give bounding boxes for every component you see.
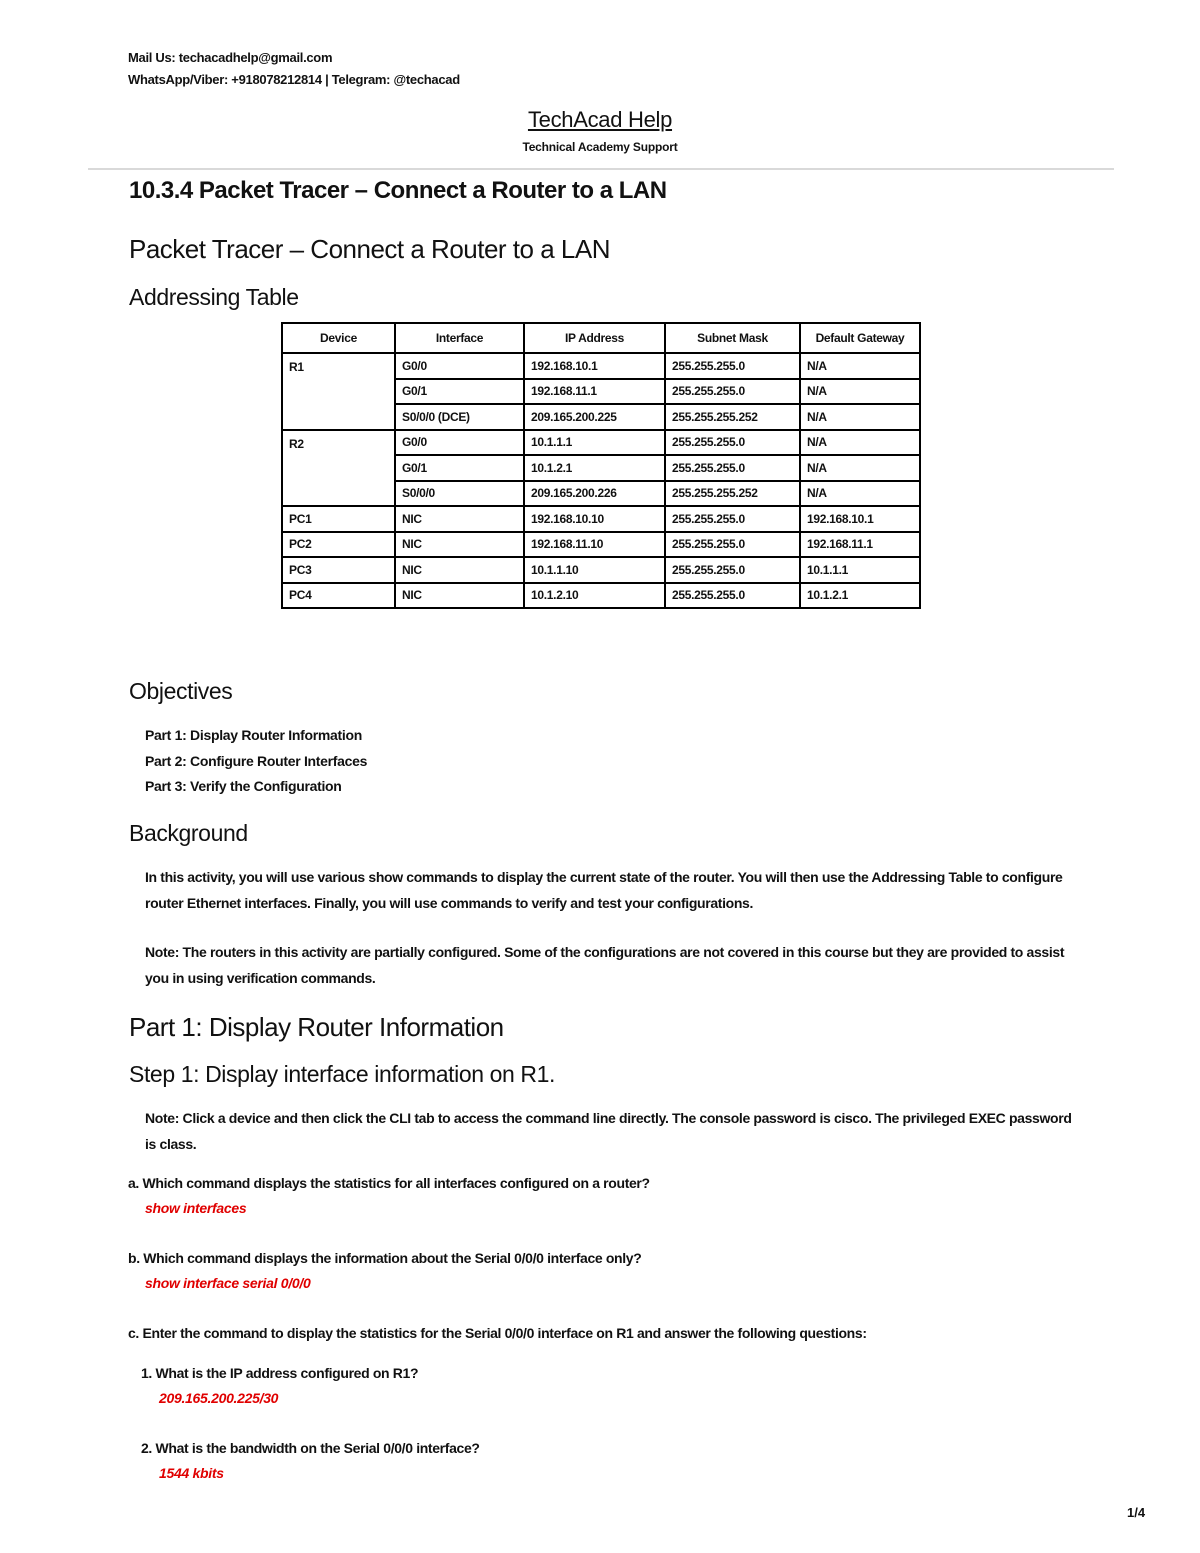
interface-cell: G0/0: [395, 430, 524, 456]
interface-cell: NIC: [395, 583, 524, 609]
answer-c2: 1544 kbits: [159, 1465, 224, 1481]
mask-cell: 255.255.255.252: [665, 481, 800, 507]
interface-cell: NIC: [395, 557, 524, 583]
answer-a: show interfaces: [145, 1200, 247, 1216]
background-heading: Background: [129, 820, 248, 846]
brand-header: [0, 106, 1200, 154]
answer-b: show interface serial 0/0/0: [145, 1275, 311, 1291]
gateway-cell: N/A: [800, 379, 920, 405]
ip-cell: 10.1.2.10: [524, 583, 665, 609]
interface-cell: NIC: [395, 506, 524, 532]
question-a: a. Which command displays the statistics for all interfaces configured on a router?: [128, 1175, 650, 1191]
ip-cell: 209.165.200.226: [524, 481, 665, 507]
objectives-list: [145, 723, 367, 800]
gateway-cell: N/A: [800, 455, 920, 481]
device-cell: R1: [282, 353, 395, 430]
ip-cell: 10.1.2.1: [524, 455, 665, 481]
ip-cell: 192.168.11.1: [524, 379, 665, 405]
ip-cell: 192.168.11.10: [524, 532, 665, 558]
gateway-cell: 10.1.1.1: [800, 557, 920, 583]
mask-cell: 255.255.255.0: [665, 455, 800, 481]
contact-social-line: WhatsApp/Viber: +918078212814 | Telegram: @techacad: [128, 72, 460, 87]
table-row: [282, 532, 920, 558]
column-header: Interface: [395, 323, 524, 353]
interface-cell: S0/0/0 (DCE): [395, 404, 524, 430]
ip-cell: 10.1.1.1: [524, 430, 665, 456]
objective-item: Part 1: Display Router Information: [145, 727, 362, 743]
device-cell: PC4: [282, 583, 395, 609]
ip-cell: 10.1.1.10: [524, 557, 665, 583]
device-cell: R2: [282, 430, 395, 507]
question-b: b. Which command displays the information about the Serial 0/0/0 interface only?: [128, 1250, 642, 1266]
gateway-cell: 10.1.2.1: [800, 583, 920, 609]
interface-cell: G0/1: [395, 379, 524, 405]
gateway-cell: N/A: [800, 404, 920, 430]
question-c2: 2. What is the bandwidth on the Serial 0/0/0 interface?: [141, 1440, 480, 1456]
mask-cell: 255.255.255.252: [665, 404, 800, 430]
background-paragraph: In this activity, you will use various show commands to display the current state of the router. You will then use the Addressing Table to configure router Ethernet interfaces. Finally, you will use commands to verify and test your configurations.: [145, 869, 1063, 911]
interface-cell: G0/1: [395, 455, 524, 481]
device-cell: PC2: [282, 532, 395, 558]
gateway-cell: N/A: [800, 430, 920, 456]
part1-heading: Part 1: Display Router Information: [129, 1012, 504, 1042]
brand-subtitle: Technical Academy Support: [522, 140, 678, 154]
mask-cell: 255.255.255.0: [665, 353, 800, 379]
table-row: [282, 430, 920, 456]
contact-email-line: Mail Us: techacadhelp@gmail.com: [128, 50, 333, 65]
column-header: Device: [282, 323, 395, 353]
addressing-table-heading: Addressing Table: [129, 284, 299, 310]
question-c1: 1. What is the IP address configured on R1?: [141, 1365, 419, 1381]
column-header: Default Gateway: [800, 323, 920, 353]
column-header: Subnet Mask: [665, 323, 800, 353]
step1-note: Note: Click a device and then click the CLI tab to access the command line directly. The console password is cisco. The privileged EXEC password is class.: [145, 1110, 1072, 1152]
question-c: c. Enter the command to display the statistics for the Serial 0/0/0 interface on R1 and answer the following questions:: [128, 1325, 867, 1341]
mask-cell: 255.255.255.0: [665, 557, 800, 583]
gateway-cell: N/A: [800, 481, 920, 507]
document-title: Packet Tracer – Connect a Router to a LAN: [129, 234, 610, 264]
mask-cell: 255.255.255.0: [665, 379, 800, 405]
mask-cell: 255.255.255.0: [665, 430, 800, 456]
ip-cell: 192.168.10.10: [524, 506, 665, 532]
device-cell: PC1: [282, 506, 395, 532]
objective-item: Part 2: Configure Router Interfaces: [145, 752, 368, 769]
page-number: 1/4: [1127, 1505, 1146, 1520]
gateway-cell: N/A: [800, 353, 920, 379]
gateway-cell: 192.168.11.1: [800, 532, 920, 558]
table-header-row: [282, 323, 920, 353]
table-row: [282, 557, 920, 583]
addressing-table: [281, 322, 921, 609]
interface-cell: NIC: [395, 532, 524, 558]
ip-cell: 192.168.10.1: [524, 353, 665, 379]
page-title: 10.3.4 Packet Tracer – Connect a Router to a LAN: [129, 177, 667, 204]
header-divider: [88, 168, 1114, 170]
brand-title[interactable]: TechAcad Help: [527, 107, 673, 132]
background-note: Note: The routers in this activity are partially configured. Some of the configurations are not covered in this course but they are provided to assist you in using verification commands.: [145, 944, 1065, 986]
step1-heading: Step 1: Display interface information on R1.: [129, 1061, 556, 1087]
gateway-cell: 192.168.10.1: [800, 506, 920, 532]
objective-item: Part 3: Verify the Configuration: [145, 778, 342, 794]
objectives-heading: Objectives: [129, 678, 233, 704]
table-row: [282, 353, 920, 379]
device-cell: PC3: [282, 557, 395, 583]
mask-cell: 255.255.255.0: [665, 532, 800, 558]
table-row: [282, 583, 920, 609]
interface-cell: G0/0: [395, 353, 524, 379]
mask-cell: 255.255.255.0: [665, 506, 800, 532]
table-row: [282, 506, 920, 532]
column-header: IP Address: [524, 323, 665, 353]
mask-cell: 255.255.255.0: [665, 583, 800, 609]
interface-cell: S0/0/0: [395, 481, 524, 507]
contact-info: [128, 47, 460, 91]
ip-cell: 209.165.200.225: [524, 404, 665, 430]
answer-c1: 209.165.200.225/30: [159, 1390, 279, 1406]
